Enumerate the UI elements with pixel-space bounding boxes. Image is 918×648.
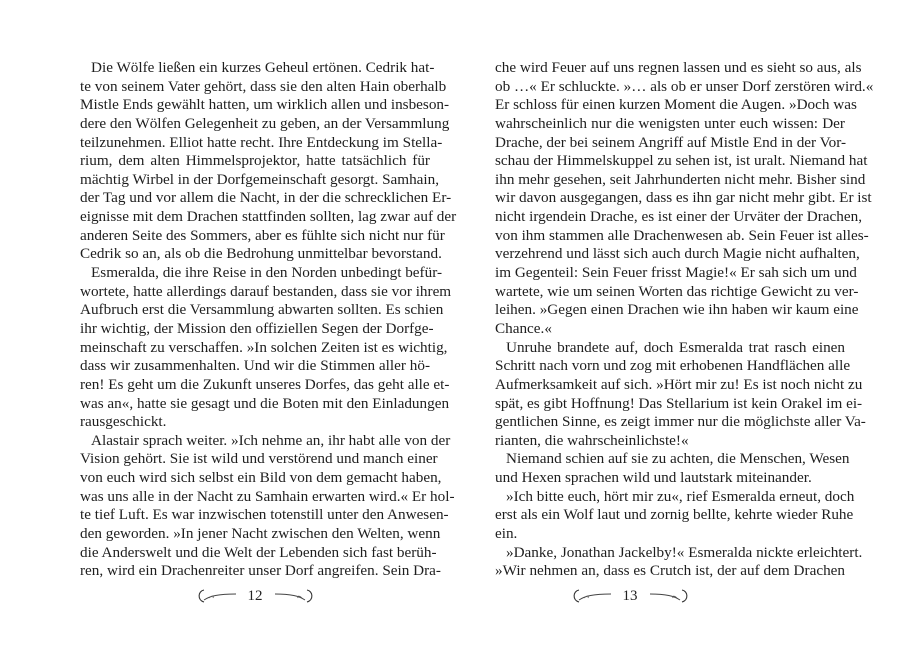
text-line: Chance.« xyxy=(495,319,552,337)
text-line: rausgeschickt. xyxy=(80,413,167,431)
text-line: meinschaft zu verschaffen. »In solchen Zeiten ist es wichtig, xyxy=(80,338,448,356)
text-line: ren! Es geht um die Zukunft unseres Dorfes, das geht alle et- xyxy=(80,375,450,393)
right-page-text xyxy=(495,59,874,581)
text-line: te von seinem Vater gehört, dass sie den alten Hain oberhalb xyxy=(80,77,447,95)
flourish-right-icon xyxy=(646,586,690,606)
text-line: von ihm stammen alle Drachenwesen ab. Sein Feuer ist alles- xyxy=(495,226,869,244)
right-page xyxy=(459,0,918,648)
text-line: Niemand schien auf sie zu achten, die Menschen, Wesen xyxy=(506,450,850,468)
text-line: te tief Luft. Es war inzwischen totenstill unter den Anwesen- xyxy=(80,506,449,524)
text-line: Vision gehört. Sie ist wild und verstörend und manch einer xyxy=(80,450,438,468)
text-line: wir davon ausgegangen, dass es ihn gar nicht mehr gibt. Er ist xyxy=(495,189,872,207)
page-number: 13 xyxy=(622,588,638,604)
text-line: Mistle Ends gewählt hatten, um wirklich allen und insbeson- xyxy=(80,96,450,114)
text-line: mächtig Wirbel in der Dorfgemeinschaft gesorgt. Samhain, xyxy=(80,170,440,188)
text-line: von euch wird sich selbst ein Bild von dem gemacht haben, xyxy=(80,469,442,487)
text-line: »Ich bitte euch, hört mir zu«, rief Esmeralda erneut, doch xyxy=(506,487,855,505)
text-line: ren, wird ein Drachenreiter unser Dorf angreifen. Sein Dra- xyxy=(80,562,441,580)
text-line: Aufbruch erst die Versammlung abwarten sollten. Es schien xyxy=(80,301,444,319)
left-page-text xyxy=(80,59,457,581)
text-line: dass wir zusammenhalten. Und wir die Stimmen aller hö- xyxy=(80,357,430,375)
text-line: Drache, der bei seinem Angriff auf Mistle End in der Vor- xyxy=(495,133,847,151)
text-line: rianten, die wahrscheinlichste!« xyxy=(495,431,689,449)
text-line: Die Wölfe ließen ein kurzes Geheul ertönen. Cedrik hat- xyxy=(91,59,435,76)
text-line: was uns alle in der Nacht zu Samhain erwarten wird.« Er hol- xyxy=(80,487,455,505)
text-line: nicht irgendein Drache, es ist einer der Urväter der Drachen, xyxy=(495,208,863,226)
text-line: rium, dem alten Himmelsprojektor, hatte tatsächlich für xyxy=(80,152,430,170)
flourish-left-icon xyxy=(571,586,615,606)
text-line: schau der Himmelskuppel zu sehen ist, ist uralt. Niemand hat xyxy=(495,152,868,170)
text-line: Er schloss für einen kurzen Moment die Augen. »Doch was xyxy=(495,96,857,114)
text-line: Schritt nach vorn und zog mit erhobenen Handflächen alle xyxy=(495,357,851,375)
left-page-footer xyxy=(185,584,325,608)
text-line: Esmeralda, die ihre Reise in den Norden unbedingt befür- xyxy=(91,264,443,282)
text-line: wartete, wie um seinen Worten das richtige Gewicht zu ver- xyxy=(495,282,859,300)
text-line: erst als ein Wolf laut und zornig bellte, kehrte wieder Ruhe xyxy=(495,506,854,524)
text-line: den geworden. »In jener Nacht zwischen den Welten, wenn xyxy=(80,525,441,543)
text-line: was an«, hatte sie gesagt und die Boten mit den Einladungen xyxy=(80,394,450,412)
text-line: spät, es gibt Hoffnung! Das Stellarium ist kein Orakel im ei- xyxy=(495,394,863,412)
text-line: und Hexen sprachen wild und lautstark miteinander. xyxy=(495,469,812,487)
text-line: Aufmerksamkeit auf sich. »Hört mir zu! Es ist noch nicht zu xyxy=(495,375,863,393)
flourish-right-icon xyxy=(271,586,315,606)
text-line: dere den Wölfen Gelegenheit zu geben, an der Versammlung xyxy=(80,114,450,132)
page-number: 12 xyxy=(247,588,263,604)
text-line: die Anderswelt und die Welt der Lebenden sich fast berüh- xyxy=(80,543,437,561)
right-page-footer xyxy=(560,584,700,608)
flourish-left-icon xyxy=(196,586,240,606)
text-line: wortete, hatte allerdings darauf bestanden, dass sie vor ihrem xyxy=(80,282,452,300)
text-line: ob …« Er schluckte. »… als ob er unser Dorf zerstören wird.« xyxy=(495,77,874,95)
text-line: che wird Feuer auf uns regnen lassen und es sieht so aus, als xyxy=(495,59,862,76)
text-line: gentlichen Sinne, es zeigt immer nur die möglichste aller Va- xyxy=(495,413,866,431)
text-line: Unruhe brandete auf, doch Esmeralda trat rasch einen xyxy=(506,338,845,356)
text-line: ihn mehr gesehen, seit Jahrhunderten nicht mehr. Bisher sind xyxy=(495,170,866,188)
text-line: anderen Seite des Sommers, aber es fühlte sich nicht nur für xyxy=(80,226,445,244)
text-line: im Gegenteil: Sein Feuer frisst Magie!« Er sah sich um und xyxy=(495,264,857,282)
text-line: eignisse mit dem Drachen stattfinden sollten, lag zwar auf der xyxy=(80,208,457,226)
text-line: Cedrik so an, als ob die Bedrohung unmittelbar bevorstand. xyxy=(80,245,442,263)
text-line: ein. xyxy=(495,525,518,543)
text-line: der Tag und vor allem die Nacht, in der die schrecklichen Er- xyxy=(80,189,452,207)
text-line: leihen. »Gegen einen Drachen wie ihn haben wir kaum eine xyxy=(495,301,859,319)
text-line: ihr wichtig, der Mission den offiziellen Segen der Dorfge- xyxy=(80,319,434,337)
text-line: »Wir nehmen an, dass es Crutch ist, der auf dem Drachen xyxy=(495,562,845,580)
text-line: teilzunehmen. Elliot hatte recht. Ihre Entdeckung im Stella- xyxy=(80,133,443,151)
text-line: verzehrend und lässt sich auch durch Magie nicht aufhalten, xyxy=(495,245,860,263)
text-line: wahrscheinlich nur die wenigsten unter euch wissen: Der xyxy=(495,114,845,132)
text-line: »Danke, Jonathan Jackelby!« Esmeralda nickte erleichtert. xyxy=(506,543,863,561)
text-line: Alastair sprach weiter. »Ich nehme an, ihr habt alle von der xyxy=(91,431,451,449)
